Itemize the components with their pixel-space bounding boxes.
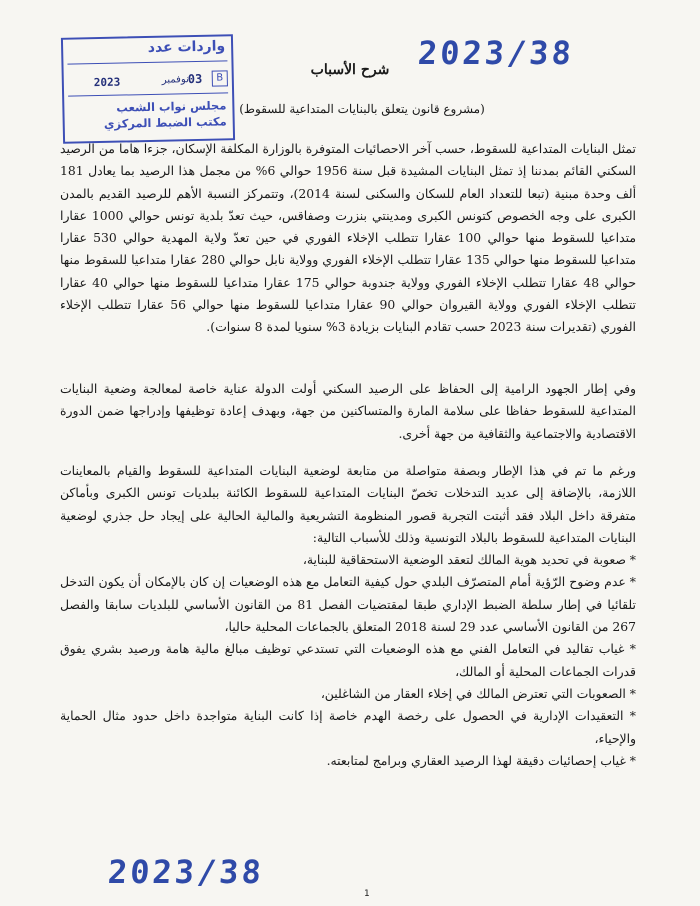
reference-number-bottom: 2023/38 [106, 853, 266, 891]
paragraph-3 [60, 460, 636, 772]
bullet-item: * غياب إحصائيات دقيقة لهذا الرصيد العقاري وبرامج لمتابعته. [326, 752, 636, 768]
bullet-item: * غياب تقاليد في التعامل الفني مع هذه الوضعيات التي تستدعي توظيف مبالغ مالية هامة ورصيد بشري يفوق قدرات الجماعات المحلية أو المالك، [60, 641, 636, 679]
document-subheading: (مشروع قانون يتعلق بالبنايات المتداعية للسقوط) [239, 102, 485, 116]
stamp-divider [68, 92, 228, 96]
stamp-line-2: مكتب الضبط المركزي [103, 114, 227, 131]
paragraph-1-text: تمثل البنايات المتداعية للسقوط، حسب آخر الاحصائيات المتوفرة بالوزارة المكلفة الإسكان، جزءا هاما من الرصيد السكني القائم بمدننا إذ تمثل البنايات المشيدة قبل سنة 1956 حوالي 6% من مجمل هذا الرصيد بما يعادل 181 ألف وحدة مبنية (تبعا للتعداد العام للسكان والسكنى لسنة 2014)، وتتمركز النسبة الأهم للرصيد القديم بالمدن الكبرى على وجه الخصوص كتونس الكبرى ومدينتي بنزرت وصفاقس، حيث تعدّ بلدية تونس حوالي 1000 عقارا متداعيا للسقوط منها حوالي 100 عقارا تتطلب الإخلاء الفوري في حين تعدّ ولاية المهدية حوالي 530 عقارا متداعيا للسقوط منها حوالي 135 عقارا تتطلب الإخلاء الفوري وولاية نابل حوالي 280 عقارا متداعيا للسقوط منها حوالي 48 عقارا تتطلب الإخلاء الفوري وولاية جندوبة حوالي 175 عقارا متداعيا للسقوط منها حوالي 40 عقارا تتطلب الإخلاء الفوري وولاية القيروان حوالي 90 عقارا متداعيا للسقوط منها حوالي 56 عقارا تتطلب الإخلاء الفوري (تقديرات سنة 2023 حسب تقادم البنايات بزيادة 3% سنويا لمدة 8 سنوات). [60, 141, 637, 335]
bullet-item: * صعوبة في تحديد هوية المالك لتعقد الوضعية الاستحقاقية للبناية، [302, 552, 636, 568]
page-number: 1 [364, 889, 370, 899]
stamp-title: واردات عدد [147, 38, 226, 56]
paragraph-2-text: وفي إطار الجهود الرامية إلى الحفاظ على الرصيد السكني أولت الدولة عناية خاصة لمعالجة وضعية البنايات المتداعية للسقوط حفاظا على سلامة المارة والمتساكنين من جهة، وبهدف إعادة توظيفها وإدراجها ضمن الدورة الاقتصادية والاجتماعية والثقافية من جهة أخرى. [60, 381, 636, 441]
paragraph-1 [60, 138, 636, 339]
bullet-item: * التعقيدات الإدارية في الحصول على رخصة الهدم خاصة إذا كانت البناية متواجدة داخل حدود مثال الحماية والإحياء، [60, 708, 636, 746]
stamp-line-1: مجلس نواب الشعب [116, 98, 227, 115]
stamp-box-letter: B [212, 70, 228, 86]
paragraph-3-text: ورغم ما تم في هذا الإطار وبصفة متواصلة من متابعة لوضعية البنايات المتداعية للسقوط والقيام بالمعاينات اللازمة، بالإضافة إلى عديد التدخلات تخصّ البنايات المتداعية للسقوط الكائنة ببلديات تونس الكبرى وبأماكن متفرقة داخل البلاد فقد أثبتت التجربة قصور المنظومة التشريعية والمالية الحالية على إيجاد حل جذري لوضعية البنايات المتداعية للسقوط بالبلاد التونسية وذلك للأسباب التالية: [60, 463, 636, 545]
document-heading: شرح الأسباب [310, 62, 390, 78]
stamp-month: نوفمبر [161, 74, 189, 86]
bullet-item: * الصعوبات التي تعترض المالك في إخلاء العقار من الشاغلين، [320, 685, 636, 701]
reference-number-top: 2023/38 [416, 34, 576, 72]
stamp-divider [67, 60, 227, 64]
paragraph-2 [60, 378, 636, 445]
stamp-year: 2023 [93, 75, 121, 90]
bullet-item: * عدم وضوح الرّؤية أمام المتصرّف البلدي حول كيفية التعامل مع هذه الوضعيات إن كان بالإمكان أن يكون التدخل تلقائيا في إطار سلطة الضبط الإداري طبقا لمقتضيات الفصل 81 من القانون الأساسي للبلديات سابقا والفصل 267 من القانون الأساسي عدد 29 لسنة 2018 المتعلق بالجماعات المحلية حاليا، [60, 574, 636, 635]
received-stamp [61, 34, 235, 144]
stamp-day: 03 [187, 71, 203, 87]
